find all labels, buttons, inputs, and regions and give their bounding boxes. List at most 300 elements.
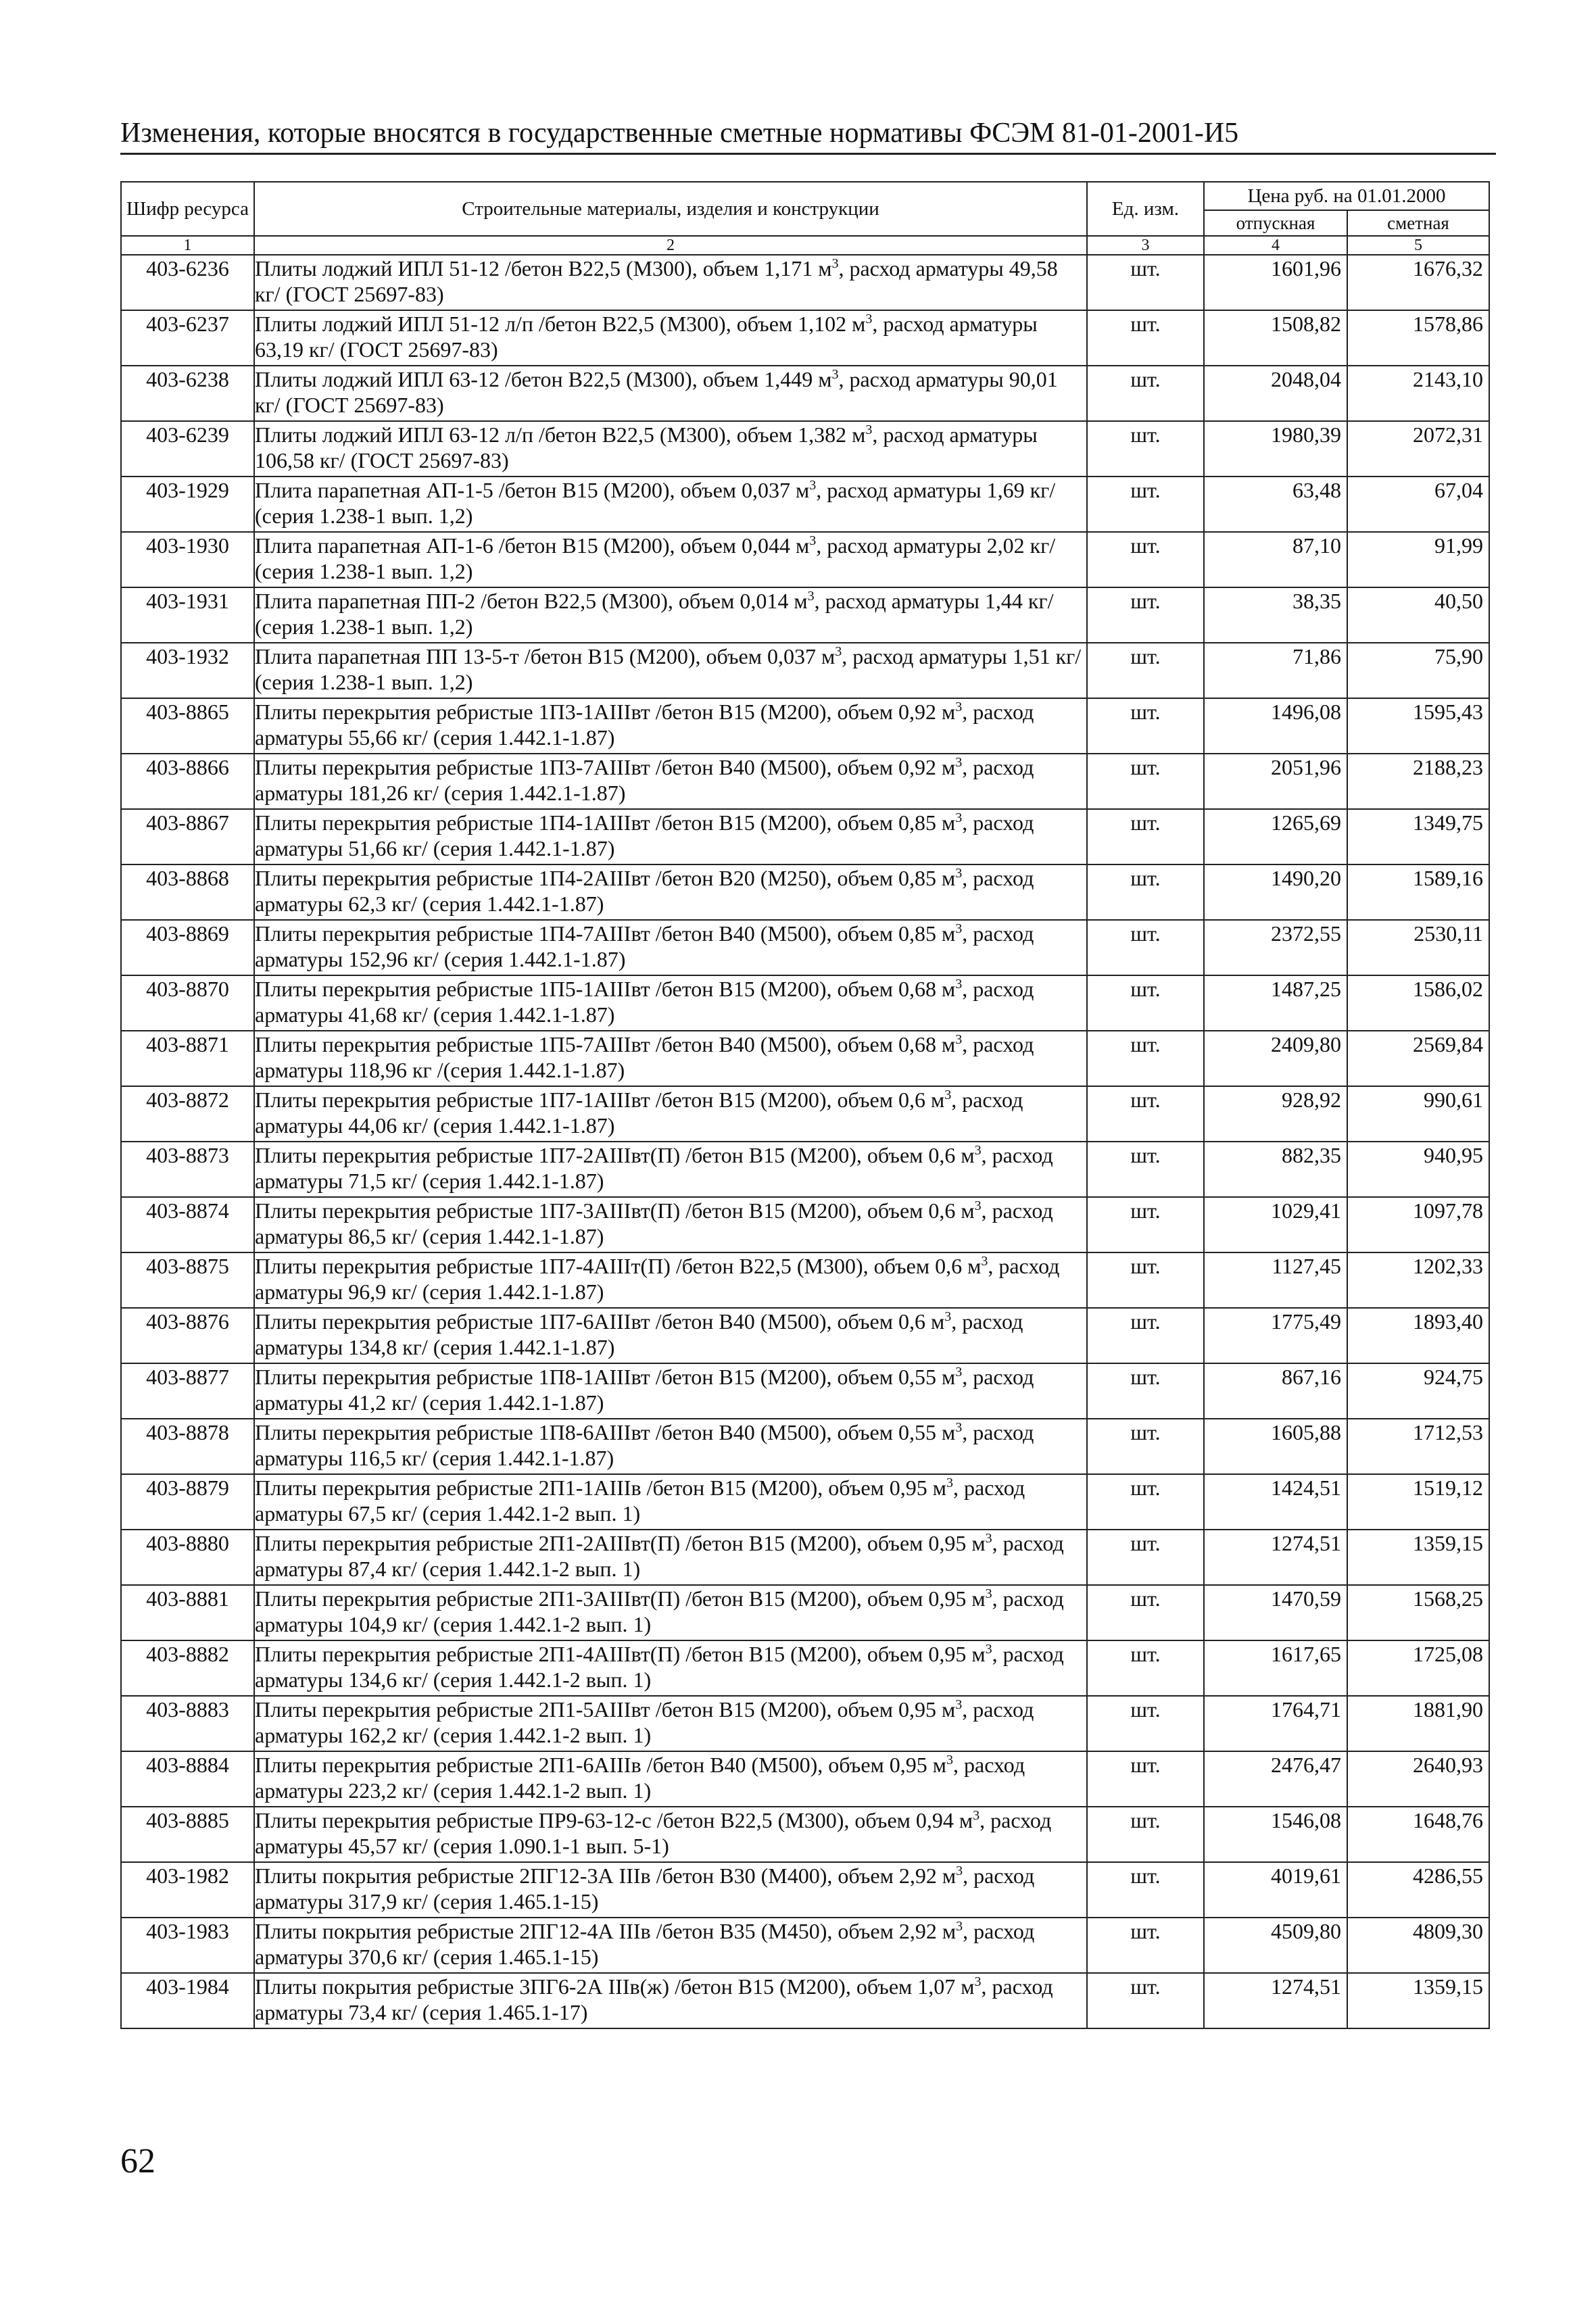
unit-exponent: 3 xyxy=(865,422,873,437)
resource-code: 403-8884 xyxy=(121,1751,254,1807)
estimate-price: 4809,30 xyxy=(1347,1918,1489,1973)
unit: шт. xyxy=(1087,698,1204,754)
material-text-rest: , расход арматуры 51,66 кг/ (серия 1.442.1-1.87) xyxy=(255,810,1034,860)
material-name xyxy=(254,366,1087,421)
price-table xyxy=(120,181,1490,2029)
material-text-rest: , расход арматуры 87,4 кг/ (серия 1.442.1-2 вып. 1) xyxy=(255,1531,1064,1581)
table-row xyxy=(121,1142,1489,1197)
material-text-rest: , расход арматуры 86,5 кг/ (серия 1.442.1-1.87) xyxy=(255,1198,1053,1248)
material-name xyxy=(254,1585,1087,1640)
estimate-price: 1359,15 xyxy=(1347,1530,1489,1585)
unit: шт. xyxy=(1087,1142,1204,1197)
table-row xyxy=(121,1751,1489,1807)
material-text-rest: , расход арматуры 62,3 кг/ (серия 1.442.1-1.87) xyxy=(255,866,1034,916)
unit-exponent: 3 xyxy=(974,1143,982,1158)
table-row xyxy=(121,587,1489,643)
estimate-price: 1712,53 xyxy=(1347,1419,1489,1474)
material-name xyxy=(254,421,1087,477)
material-text-rest: , расход арматуры 90,01 кг/ (ГОСТ 25697-83) xyxy=(255,367,1058,417)
table-row xyxy=(121,1918,1489,1973)
unit-exponent: 3 xyxy=(955,977,963,992)
estimate-price: 924,75 xyxy=(1347,1363,1489,1419)
release-price: 928,92 xyxy=(1204,1086,1347,1142)
material-name xyxy=(254,864,1087,920)
release-price: 1605,88 xyxy=(1204,1419,1347,1474)
material-text: Плиты перекрытия ребристые 1П7-6АIIIвт /бетон В40 (М500), объем 0,6 м xyxy=(255,1309,945,1334)
unit: шт. xyxy=(1087,1530,1204,1585)
estimate-price: 940,95 xyxy=(1347,1142,1489,1197)
unit-exponent: 3 xyxy=(835,644,842,659)
material-text: Плиты перекрытия ребристые ПР9-63-12-с /бетон В22,5 (М300), объем 0,94 м xyxy=(255,1808,973,1832)
table-row xyxy=(121,310,1489,366)
material-text: Плиты лоджий ИПЛ 63-12 л/п /бетон В22,5 (М300), объем 1,382 м xyxy=(255,422,866,447)
estimate-price: 1568,25 xyxy=(1347,1585,1489,1640)
estimate-price: 75,90 xyxy=(1347,643,1489,698)
material-name xyxy=(254,975,1087,1031)
release-price: 1764,71 xyxy=(1204,1696,1347,1751)
unit: шт. xyxy=(1087,1973,1204,2028)
estimate-price: 1578,86 xyxy=(1347,310,1489,366)
unit-exponent: 3 xyxy=(946,1753,954,1768)
material-text: Плита парапетная ПП 13-5-т /бетон В15 (М200), объем 0,037 м xyxy=(255,644,836,668)
resource-code: 403-8876 xyxy=(121,1308,254,1363)
release-price: 1617,65 xyxy=(1204,1640,1347,1696)
resource-code: 403-1984 xyxy=(121,1973,254,2028)
header-release-price: отпускная xyxy=(1204,210,1347,236)
material-text-rest: , расход арматуры 73,4 кг/ (серия 1.465.1-17) xyxy=(255,1974,1053,2024)
resource-code: 403-8871 xyxy=(121,1031,254,1086)
material-text-rest: , расход арматуры 134,8 кг/ (серия 1.442.1-1.87) xyxy=(255,1309,1023,1359)
release-price: 1490,20 xyxy=(1204,864,1347,920)
material-name xyxy=(254,477,1087,532)
material-text: Плиты лоджий ИПЛ 51-12 л/п /бетон В22,5 (М300), объем 1,102 м xyxy=(255,312,866,336)
table-row xyxy=(121,643,1489,698)
material-text-rest: , расход арматуры 1,51 кг/ (серия 1.238-1 вып. 1,2) xyxy=(255,644,1082,694)
unit-exponent: 3 xyxy=(831,367,839,382)
column-number: 4 xyxy=(1204,236,1347,255)
material-text-rest: , расход арматуры 223,2 кг/ (серия 1.442.1-2 вып. 1) xyxy=(255,1753,1025,1803)
material-text: Плиты перекрытия ребристые 1П7-3АIIIвт(П) /бетон В15 (М200), объем 0,6 м xyxy=(255,1198,975,1223)
unit: шт. xyxy=(1087,1252,1204,1308)
estimate-price: 1097,78 xyxy=(1347,1197,1489,1252)
release-price: 71,86 xyxy=(1204,643,1347,698)
unit: шт. xyxy=(1087,1918,1204,1973)
table-row xyxy=(121,1862,1489,1918)
unit-exponent: 3 xyxy=(955,1420,963,1435)
resource-code: 403-1931 xyxy=(121,587,254,643)
table-row xyxy=(121,975,1489,1031)
unit: шт. xyxy=(1087,421,1204,477)
unit: шт. xyxy=(1087,1640,1204,1696)
table-row xyxy=(121,1252,1489,1308)
estimate-price: 2530,11 xyxy=(1347,920,1489,975)
material-text: Плиты перекрытия ребристые 1П7-2АIIIвт(П) /бетон В15 (М200), объем 0,6 м xyxy=(255,1143,975,1167)
estimate-price: 4286,55 xyxy=(1347,1862,1489,1918)
release-price: 1274,51 xyxy=(1204,1530,1347,1585)
material-text-rest: , расход арматуры 370,6 кг/ (серия 1.465.1-15) xyxy=(255,1919,1035,1969)
table-row xyxy=(121,1197,1489,1252)
unit-exponent: 3 xyxy=(955,1697,963,1712)
resource-code: 403-1932 xyxy=(121,643,254,698)
unit: шт. xyxy=(1087,1585,1204,1640)
release-price: 63,48 xyxy=(1204,477,1347,532)
material-text: Плиты перекрытия ребристые 2П1-5АIIIвт /бетон В15 (М200), объем 0,95 м xyxy=(255,1697,956,1722)
unit: шт. xyxy=(1087,310,1204,366)
material-name xyxy=(254,1862,1087,1918)
unit: шт. xyxy=(1087,1197,1204,1252)
unit: шт. xyxy=(1087,1474,1204,1530)
material-text: Плиты лоджий ИПЛ 63-12 /бетон В22,5 (М300), объем 1,449 м xyxy=(255,367,832,391)
material-text: Плиты перекрытия ребристые 1П8-6АIIIвт /бетон В40 (М500), объем 0,55 м xyxy=(255,1420,956,1444)
resource-code: 403-8867 xyxy=(121,809,254,864)
release-price: 867,16 xyxy=(1204,1363,1347,1419)
unit: шт. xyxy=(1087,1807,1204,1862)
column-number: 5 xyxy=(1347,236,1489,255)
unit: шт. xyxy=(1087,1419,1204,1474)
header-rule xyxy=(120,153,1496,155)
unit-exponent: 3 xyxy=(974,1198,982,1213)
unit-exponent: 3 xyxy=(985,1642,992,1657)
estimate-price: 91,99 xyxy=(1347,532,1489,587)
material-text-rest: , расход арматуры 41,68 кг/ (серия 1.442.1-1.87) xyxy=(255,977,1034,1027)
material-text-rest: , расход арматуры 181,26 кг/ (серия 1.442.1-1.87) xyxy=(255,755,1034,805)
release-price: 1127,45 xyxy=(1204,1252,1347,1308)
estimate-price: 1676,32 xyxy=(1347,255,1489,310)
unit: шт. xyxy=(1087,366,1204,421)
resource-code: 403-8870 xyxy=(121,975,254,1031)
resource-code: 403-1983 xyxy=(121,1918,254,1973)
material-text-rest: , расход арматуры 49,58 кг/ (ГОСТ 25697-83) xyxy=(255,256,1058,306)
resource-code: 403-8869 xyxy=(121,920,254,975)
table-row xyxy=(121,809,1489,864)
material-text-rest: , расход арматуры 44,06 кг/ (серия 1.442.1-1.87) xyxy=(255,1088,1023,1138)
material-name xyxy=(254,809,1087,864)
material-name xyxy=(254,1807,1087,1862)
material-text: Плиты покрытия ребристые 2ПГ12-3А IIIв /бетон В30 (М400), объем 2,92 м xyxy=(255,1863,957,1888)
table-row xyxy=(121,1031,1489,1086)
unit: шт. xyxy=(1087,643,1204,698)
material-text: Плиты перекрытия ребристые 2П1-4АIIIвт(П) /бетон В15 (М200), объем 0,95 м xyxy=(255,1642,986,1666)
material-name xyxy=(254,1308,1087,1363)
resource-code: 403-8865 xyxy=(121,698,254,754)
table-row xyxy=(121,920,1489,975)
material-text: Плиты перекрытия ребристые 1П4-2АIIIвт /бетон В20 (М250), объем 0,85 м xyxy=(255,866,956,890)
unit-exponent: 3 xyxy=(974,1974,982,1989)
unit-exponent: 3 xyxy=(955,1032,963,1047)
table-row xyxy=(121,421,1489,477)
material-text: Плита парапетная АП-1-6 /бетон В15 (М200), объем 0,044 м xyxy=(255,533,810,558)
table-row xyxy=(121,366,1489,421)
unit: шт. xyxy=(1087,1862,1204,1918)
release-price: 1496,08 xyxy=(1204,698,1347,754)
resource-code: 403-8879 xyxy=(121,1474,254,1530)
unit-exponent: 3 xyxy=(956,1863,963,1878)
header-code: Шифр ресурса xyxy=(121,182,254,236)
table-row xyxy=(121,864,1489,920)
material-name xyxy=(254,1918,1087,1973)
column-number: 2 xyxy=(254,236,1087,255)
release-price: 1424,51 xyxy=(1204,1474,1347,1530)
release-price: 1029,41 xyxy=(1204,1197,1347,1252)
material-text-rest: , расход арматуры 134,6 кг/ (серия 1.442.1-2 вып. 1) xyxy=(255,1642,1064,1692)
header-estimate-price: сметная xyxy=(1347,210,1489,236)
release-price: 1601,96 xyxy=(1204,255,1347,310)
material-name xyxy=(254,920,1087,975)
release-price: 2051,96 xyxy=(1204,754,1347,809)
unit: шт. xyxy=(1087,920,1204,975)
material-name xyxy=(254,643,1087,698)
release-price: 2476,47 xyxy=(1204,1751,1347,1807)
material-text-rest: , расход арматуры 116,5 кг/ (серия 1.442.1-1.87) xyxy=(255,1420,1034,1470)
material-name xyxy=(254,1252,1087,1308)
material-name xyxy=(254,1640,1087,1696)
resource-code: 403-8875 xyxy=(121,1252,254,1308)
material-text-rest: , расход арматуры 55,66 кг/ (серия 1.442.1-1.87) xyxy=(255,700,1034,750)
unit: шт. xyxy=(1087,754,1204,809)
release-price: 1980,39 xyxy=(1204,421,1347,477)
table-row xyxy=(121,1640,1489,1696)
unit-exponent: 3 xyxy=(865,312,873,326)
resource-code: 403-1982 xyxy=(121,1862,254,1918)
release-price: 38,35 xyxy=(1204,587,1347,643)
unit: шт. xyxy=(1087,477,1204,532)
unit: шт. xyxy=(1087,1363,1204,1419)
release-price: 2372,55 xyxy=(1204,920,1347,975)
unit-exponent: 3 xyxy=(944,1309,952,1324)
unit-exponent: 3 xyxy=(955,921,963,936)
resource-code: 403-6238 xyxy=(121,366,254,421)
material-name xyxy=(254,1363,1087,1419)
estimate-price: 2640,93 xyxy=(1347,1751,1489,1807)
material-text: Плиты перекрытия ребристые 1П8-1АIIIвт /бетон В15 (М200), объем 0,55 м xyxy=(255,1365,956,1389)
resource-code: 403-1929 xyxy=(121,477,254,532)
material-text: Плиты покрытия ребристые 3ПГ6-2А IIIв(ж) /бетон В15 (М200), объем 1,07 м xyxy=(255,1974,975,1999)
page-header: Изменения, которые вносятся в государственные сметные нормативы ФСЭМ 81-01-2001-И5 xyxy=(120,118,1239,149)
resource-code: 403-8880 xyxy=(121,1530,254,1585)
estimate-price: 1881,90 xyxy=(1347,1696,1489,1751)
material-text: Плита парапетная ПП-2 /бетон В22,5 (М300), объем 0,014 м xyxy=(255,589,808,613)
estimate-price: 1519,12 xyxy=(1347,1474,1489,1530)
release-price: 1470,59 xyxy=(1204,1585,1347,1640)
estimate-price: 1648,76 xyxy=(1347,1807,1489,1862)
material-name xyxy=(254,1086,1087,1142)
material-name xyxy=(254,698,1087,754)
estimate-price: 67,04 xyxy=(1347,477,1489,532)
material-name xyxy=(254,1696,1087,1751)
unit-exponent: 3 xyxy=(807,589,815,604)
material-text: Плиты перекрытия ребристые 1П7-1АIIIвт /бетон В15 (М200), объем 0,6 м xyxy=(255,1088,945,1112)
estimate-price: 2072,31 xyxy=(1347,421,1489,477)
material-text-rest: , расход арматуры 1,69 кг/ (серия 1.238-1 вып. 1,2) xyxy=(255,478,1056,528)
release-price: 1265,69 xyxy=(1204,809,1347,864)
resource-code: 403-6236 xyxy=(121,255,254,310)
unit-exponent: 3 xyxy=(985,1586,992,1601)
unit: шт. xyxy=(1087,809,1204,864)
table-row xyxy=(121,1086,1489,1142)
table-row xyxy=(121,1973,1489,2028)
material-name xyxy=(254,310,1087,366)
material-name xyxy=(254,1530,1087,1585)
unit-exponent: 3 xyxy=(955,755,963,770)
unit: шт. xyxy=(1087,532,1204,587)
estimate-price: 1595,43 xyxy=(1347,698,1489,754)
release-price: 2409,80 xyxy=(1204,1031,1347,1086)
material-text: Плиты лоджий ИПЛ 51-12 /бетон В22,5 (М300), объем 1,171 м xyxy=(255,256,832,281)
resource-code: 403-6237 xyxy=(121,310,254,366)
estimate-price: 1589,16 xyxy=(1347,864,1489,920)
unit-exponent: 3 xyxy=(985,1531,992,1546)
estimate-price: 1359,15 xyxy=(1347,1973,1489,2028)
table-row xyxy=(121,1530,1489,1585)
resource-code: 403-8881 xyxy=(121,1585,254,1640)
unit: шт. xyxy=(1087,1751,1204,1807)
material-text: Плиты перекрытия ребристые 1П7-4АIIIт(П) /бетон В22,5 (М300), объем 0,6 м xyxy=(255,1254,982,1278)
table-row xyxy=(121,1308,1489,1363)
resource-code: 403-8872 xyxy=(121,1086,254,1142)
material-text-rest: , расход арматуры 118,96 кг /(серия 1.442.1-1.87) xyxy=(255,1032,1034,1082)
estimate-price: 1202,33 xyxy=(1347,1252,1489,1308)
resource-code: 403-1930 xyxy=(121,532,254,587)
resource-code: 403-8882 xyxy=(121,1640,254,1696)
column-number: 3 xyxy=(1087,236,1204,255)
release-price: 882,35 xyxy=(1204,1142,1347,1197)
material-text-rest: , расход арматуры 317,9 кг/ (серия 1.465.1-15) xyxy=(255,1863,1035,1914)
table-row xyxy=(121,532,1489,587)
header-name: Строительные материалы, изделия и конструкции xyxy=(254,182,1087,236)
table-row xyxy=(121,1419,1489,1474)
release-price: 2048,04 xyxy=(1204,366,1347,421)
estimate-price: 990,61 xyxy=(1347,1086,1489,1142)
unit-exponent: 3 xyxy=(973,1808,980,1823)
material-text-rest: , расход арматуры 45,57 кг/ (серия 1.090.1-1 вып. 5-1) xyxy=(255,1808,1052,1858)
material-name xyxy=(254,1751,1087,1807)
table-row xyxy=(121,1363,1489,1419)
release-price: 1274,51 xyxy=(1204,1973,1347,2028)
material-text: Плиты перекрытия ребристые 1П5-1АIIIвт /бетон В15 (М200), объем 0,68 м xyxy=(255,977,956,1001)
material-text: Плиты перекрытия ребристые 2П1-2АIIIвт(П) /бетон В15 (М200), объем 0,95 м xyxy=(255,1531,986,1555)
unit-exponent: 3 xyxy=(809,533,817,548)
material-text: Плиты перекрытия ребристые 2П1-1АIIIв /бетон В15 (М200), объем 0,95 м xyxy=(255,1476,947,1500)
material-text: Плиты перекрытия ребристые 1П3-7АIIIвт /бетон В40 (М500), объем 0,92 м xyxy=(255,755,956,779)
unit-exponent: 3 xyxy=(956,1919,963,1934)
resource-code: 403-8874 xyxy=(121,1197,254,1252)
release-price: 1546,08 xyxy=(1204,1807,1347,1862)
material-name xyxy=(254,1973,1087,2028)
unit: шт. xyxy=(1087,1086,1204,1142)
unit: шт. xyxy=(1087,864,1204,920)
unit-exponent: 3 xyxy=(946,1476,954,1490)
unit-exponent: 3 xyxy=(955,810,963,825)
material-text: Плиты перекрытия ребристые 2П1-6АIIIв /бетон В40 (М500), объем 0,95 м xyxy=(255,1753,947,1777)
resource-code: 403-8866 xyxy=(121,754,254,809)
table-body xyxy=(121,255,1489,2028)
material-text-rest: , расход арматуры 63,19 кг/ (ГОСТ 25697-83) xyxy=(255,312,1038,362)
unit-exponent: 3 xyxy=(981,1254,988,1269)
material-text: Плиты перекрытия ребристые 1П4-1АIIIвт /бетон В15 (М200), объем 0,85 м xyxy=(255,810,956,835)
material-name xyxy=(254,1474,1087,1530)
estimate-price: 1586,02 xyxy=(1347,975,1489,1031)
table-row xyxy=(121,255,1489,310)
unit-exponent: 3 xyxy=(955,1365,963,1380)
estimate-price: 1893,40 xyxy=(1347,1308,1489,1363)
material-text: Плиты покрытия ребристые 2ПГ12-4А IIIв /бетон В35 (М450), объем 2,92 м xyxy=(255,1919,957,1943)
resource-code: 403-8873 xyxy=(121,1142,254,1197)
material-text-rest: , расход арматуры 1,44 кг/ (серия 1.238-1 вып. 1,2) xyxy=(255,589,1054,639)
unit: шт. xyxy=(1087,1031,1204,1086)
material-text: Плиты перекрытия ребристые 1П4-7АIIIвт /бетон В40 (М500), объем 0,85 м xyxy=(255,921,956,946)
resource-code: 403-8878 xyxy=(121,1419,254,1474)
material-name xyxy=(254,532,1087,587)
unit: шт. xyxy=(1087,1696,1204,1751)
resource-code: 403-6239 xyxy=(121,421,254,477)
resource-code: 403-8885 xyxy=(121,1807,254,1862)
unit: шт. xyxy=(1087,255,1204,310)
material-text-rest: , расход арматуры 41,2 кг/ (серия 1.442.1-1.87) xyxy=(255,1365,1034,1415)
material-name xyxy=(254,1031,1087,1086)
material-name xyxy=(254,1142,1087,1197)
table-row xyxy=(121,698,1489,754)
material-text-rest: , расход арматуры 96,9 кг/ (серия 1.442.1-1.87) xyxy=(255,1254,1060,1304)
material-name xyxy=(254,255,1087,310)
material-name xyxy=(254,754,1087,809)
material-text-rest: , расход арматуры 67,5 кг/ (серия 1.442.1-2 вып. 1) xyxy=(255,1476,1025,1526)
header-unit: Ед. изм. xyxy=(1087,182,1204,236)
material-name xyxy=(254,587,1087,643)
unit-exponent: 3 xyxy=(809,478,817,493)
release-price: 1508,82 xyxy=(1204,310,1347,366)
material-text: Плиты перекрытия ребристые 2П1-3АIIIвт(П) /бетон В15 (М200), объем 0,95 м xyxy=(255,1586,986,1611)
release-price: 4509,80 xyxy=(1204,1918,1347,1973)
material-text: Плита парапетная АП-1-5 /бетон В15 (М200), объем 0,037 м xyxy=(255,478,810,502)
unit-exponent: 3 xyxy=(944,1088,952,1102)
table-row xyxy=(121,477,1489,532)
resource-code: 403-8877 xyxy=(121,1363,254,1419)
material-text-rest: , расход арматуры 162,2 кг/ (серия 1.442.1-2 вып. 1) xyxy=(255,1697,1034,1747)
page-number: 62 xyxy=(120,2142,155,2180)
column-number-row xyxy=(121,236,1489,255)
estimate-price: 2143,10 xyxy=(1347,366,1489,421)
material-text: Плиты перекрытия ребристые 1П3-1АIIIвт /бетон В15 (М200), объем 0,92 м xyxy=(255,700,956,724)
unit: шт. xyxy=(1087,975,1204,1031)
unit-exponent: 3 xyxy=(955,866,963,881)
release-price: 1487,25 xyxy=(1204,975,1347,1031)
unit: шт. xyxy=(1087,1308,1204,1363)
release-price: 87,10 xyxy=(1204,532,1347,587)
material-text-rest: , расход арматуры 106,58 кг/ (ГОСТ 25697-83) xyxy=(255,422,1038,472)
material-text: Плиты перекрытия ребристые 1П5-7АIIIвт /бетон В40 (М500), объем 0,68 м xyxy=(255,1032,956,1056)
header-price: Цена руб. на 01.01.2000 xyxy=(1204,182,1489,210)
release-price: 4019,61 xyxy=(1204,1862,1347,1918)
estimate-price: 40,50 xyxy=(1347,587,1489,643)
estimate-price: 1725,08 xyxy=(1347,1640,1489,1696)
estimate-price: 1349,75 xyxy=(1347,809,1489,864)
table-row xyxy=(121,1474,1489,1530)
material-text-rest: , расход арматуры 104,9 кг/ (серия 1.442.1-2 вып. 1) xyxy=(255,1586,1064,1636)
table-row xyxy=(121,1585,1489,1640)
estimate-price: 2569,84 xyxy=(1347,1031,1489,1086)
table-row xyxy=(121,1807,1489,1862)
material-text-rest: , расход арматуры 2,02 кг/ (серия 1.238-1 вып. 1,2) xyxy=(255,533,1056,583)
estimate-price: 2188,23 xyxy=(1347,754,1489,809)
unit: шт. xyxy=(1087,587,1204,643)
resource-code: 403-8868 xyxy=(121,864,254,920)
release-price: 1775,49 xyxy=(1204,1308,1347,1363)
resource-code: 403-8883 xyxy=(121,1696,254,1751)
material-text-rest: , расход арматуры 152,96 кг/ (серия 1.442.1-1.87) xyxy=(255,921,1034,971)
unit-exponent: 3 xyxy=(831,256,839,271)
column-number: 1 xyxy=(121,236,254,255)
unit-exponent: 3 xyxy=(955,700,963,714)
